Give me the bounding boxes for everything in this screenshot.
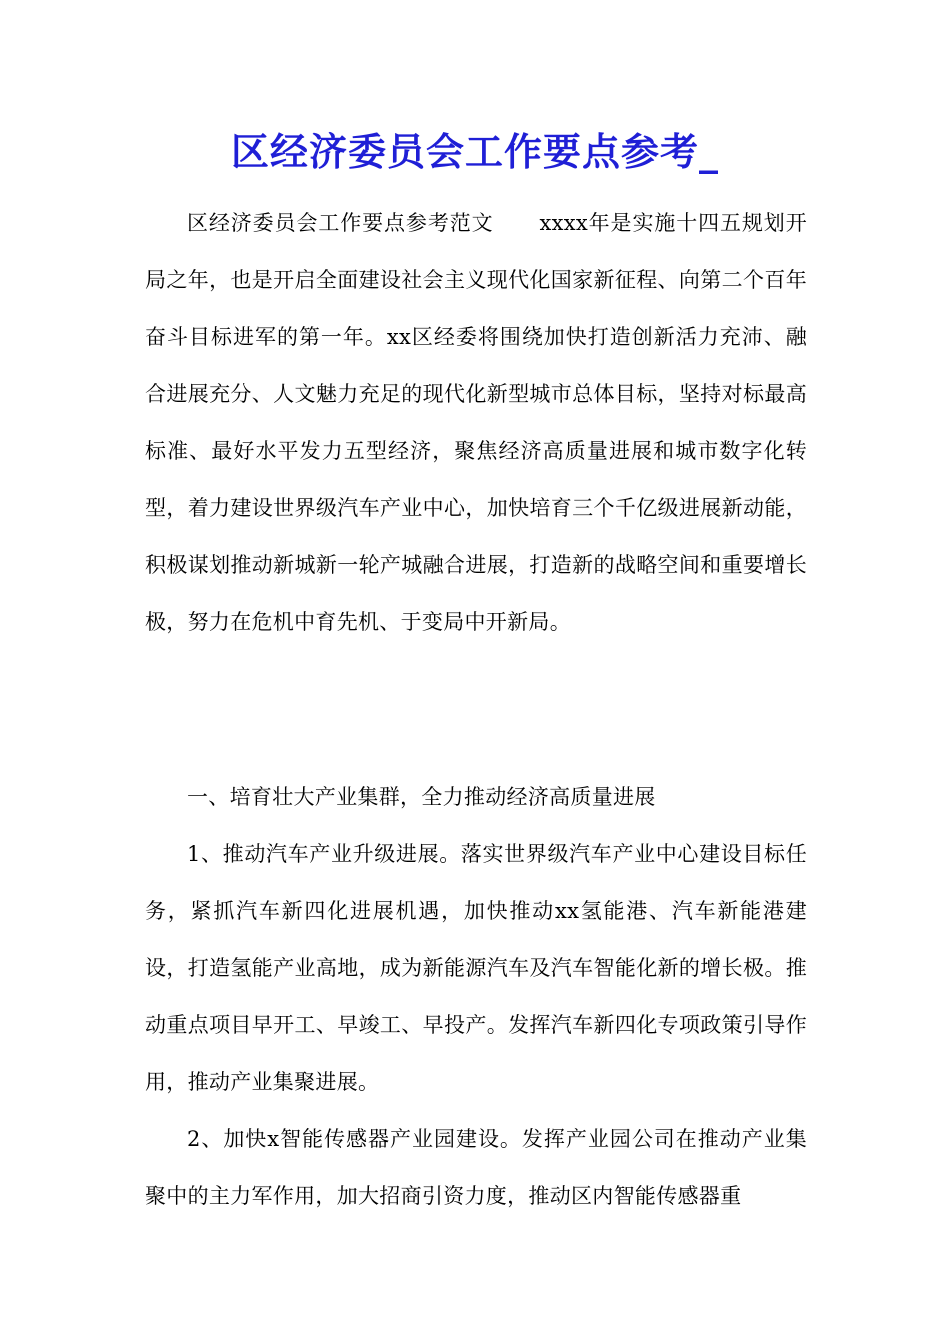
- intro-body: xxxx年是实施十四五规划开局之年，也是开启全面建设社会主义现代化国家新征程、向第二个百年奋斗目标进军的第一年。xx区经委将围绕加快打造创新活力充沛、融合进展充分、人文魅力充足的现代化新型城市总体目标，坚持对标最高标准、最好水平发力五型经济，聚焦经济高质量进展和城市数字化转型，着力建设世界级汽车产业中心，加快培育三个千亿级进展新动能，积极谋划推动新城新一轮产城融合进展，打造新的战略空间和重要增长极，努力在危机中育先机、于变局中开新局。: [145, 211, 807, 634]
- section-heading: 一、培育壮大产业集群，全力推动经济高质量进展: [187, 785, 656, 809]
- document-title: 区经济委员会工作要点参考_: [230, 129, 719, 174]
- item-paragraph-1: 1、推动汽车产业升级进展。落实世界级汽车产业中心建设目标任务，紧抓汽车新四化进展机遇，加快推动xx氢能港、汽车新能港建设，打造氢能产业高地，成为新能源汽车及汽车智能化新的增长极。推动重点项目早开工、早竣工、早投产。发挥汽车新四化专项政策引导作用，推动产业集聚进展。: [145, 842, 807, 1094]
- item-paragraph-2: 2、加快x智能传感器产业园建设。发挥产业园公司在推动产业集聚中的主力军作用，加大招商引资力度，推动区内智能传感器重: [145, 1127, 807, 1208]
- intro-lead: 区经济委员会工作要点参考范文: [187, 211, 494, 235]
- intro-paragraph: [145, 195, 807, 651]
